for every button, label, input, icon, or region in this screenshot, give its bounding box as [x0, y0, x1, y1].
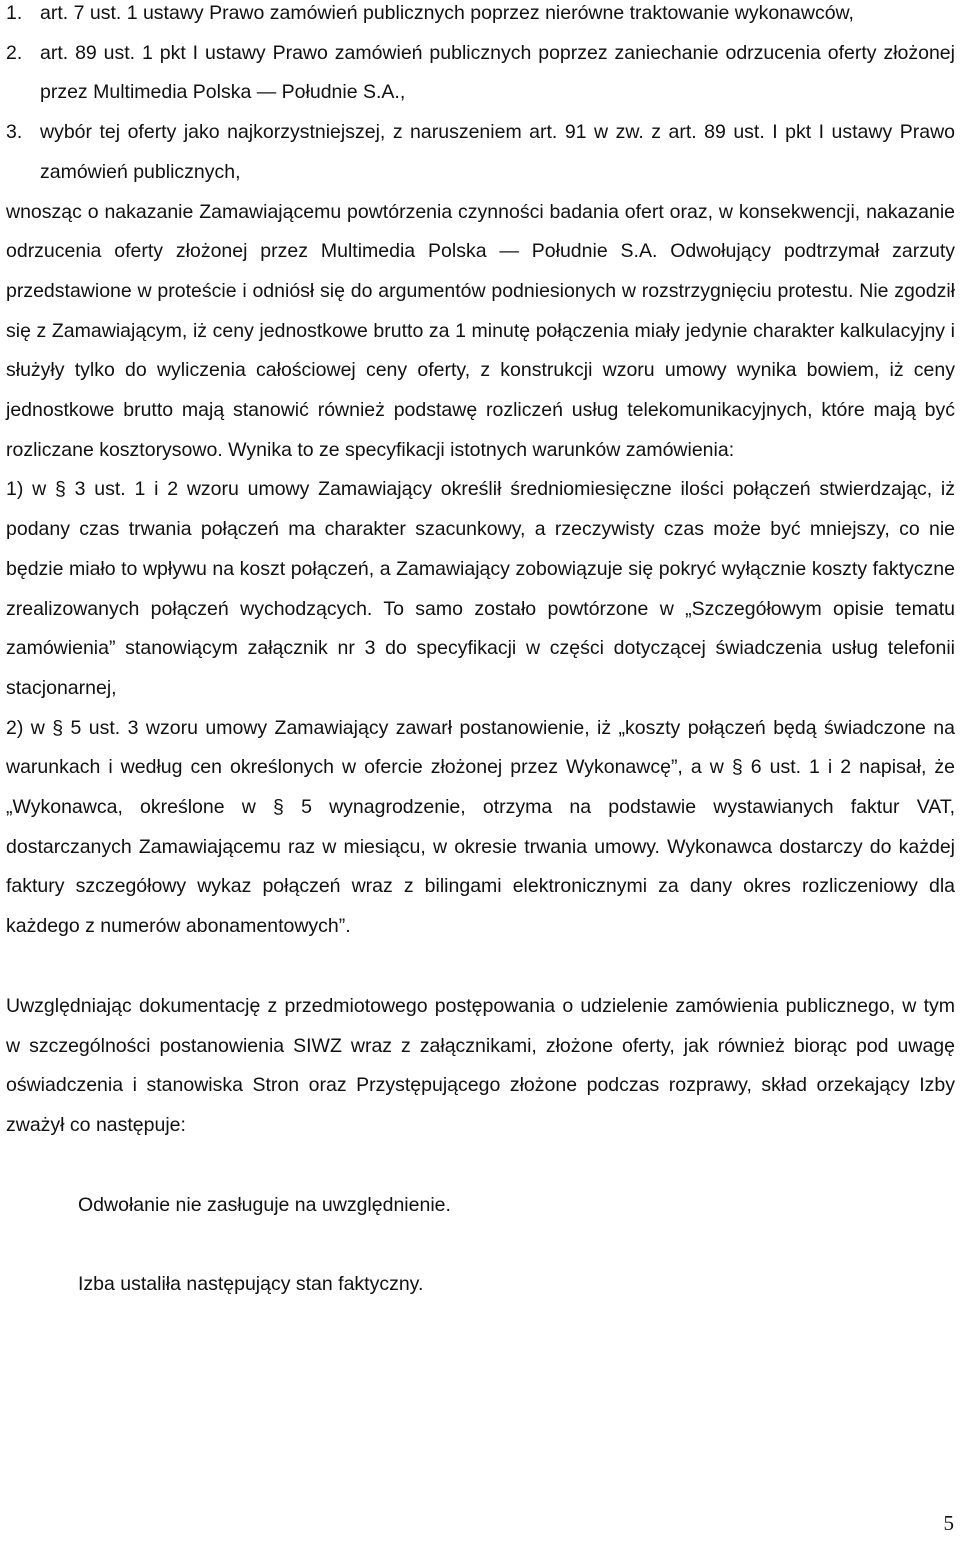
list-number: 1. — [6, 2, 23, 24]
spacer — [6, 1146, 955, 1186]
list-item — [6, 34, 955, 113]
paragraph-facts: Izba ustaliła następujący stan faktyczny. — [78, 1273, 424, 1296]
list-text: art. 7 ust. 1 ustawy Prawo zamówień publicznych poprzez nierówne traktowanie wykonawców, — [40, 2, 854, 24]
paragraph-decision: Odwołanie nie zasługuje na uwzględnienie. — [78, 1193, 451, 1216]
spacer — [6, 947, 955, 987]
paragraph-motion: wnosząc o nakazanie Zamawiającemu powtórzenia czynności badania ofert oraz, w konsekwencji, nakazanie odrzucenia oferty złożonej przez Multimedia Polska — Południe S.A. Odwołujący podtrzymał zarzuty przedstawione w proteście i odniósł się do argumentów podniesionych w rozstrzygnięciu protestu. Nie zgodził się z Zamawiającym, iż ceny jednostkowe brutto za 1 minutę połączenia miały jedynie charakter kalkulacyjny i służyły tylko do wyliczenia całościowej ceny oferty, z konstrukcji wzoru umowy wynika bowiem, iż ceny jednostkowe brutto mają stanowić również podstawę rozliczeń usług telekomunikacyjnych, które mają być rozliczane kosztorysowo. Wynika to ze specyfikacji istotnych warunków zamówienia: — [6, 200, 955, 461]
document-page — [6, 0, 955, 1305]
list-number: 2. — [6, 41, 23, 64]
list-text: art. 89 ust. 1 pkt I ustawy Prawo zamówień publicznych poprzez zaniechanie odrzucenia oferty złożonej przez Multimedia Polska — Południe S.A., — [40, 41, 955, 104]
claims-list — [6, 0, 955, 193]
list-item — [6, 0, 955, 34]
paragraph-point-2: 2) w § 5 ust. 3 wzoru umowy Zamawiający zawarł postanowienie, iż „koszty połączeń będą świadczone na warunkach i według cen określonych w ofercie złożonej przez Wykonawcę”, a w § 6 ust. 1 i 2 napisał, że „Wykonawca, określone w § 5 wynagrodzenie, otrzyma na podstawie wystawianych faktur VAT, dostarczanych Zamawiającemu raz w miesiącu, w okresie trwania umowy. Wykonawca dostarczy do każdej faktury szczegółowy wykaz połączeń wraz z bilingami elektronicznymi za dany okres rozliczeniowy dla każdego z numerów abonamentowych”. — [6, 716, 955, 938]
list-item — [6, 113, 955, 192]
spacer — [6, 1225, 955, 1265]
paragraph-point-1: 1) w § 3 ust. 1 i 2 wzoru umowy Zamawiający określił średniomiesięczne ilości połączeń stwierdzając, iż podany czas trwania połączeń ma charakter szacunkowy, a rzeczywisty czas może być mniejszy, co nie będzie miało to wpływu na koszt połączeń, a Zamawiający zobowiązuje się pokryć wyłącznie koszty faktyczne zrealizowanych połączeń wychodzących. To samo zostało powtórzone w „Szczegółowym opisie tematu zamówienia” stanowiącym załącznik nr 3 do specyfikacji w części dotyczącej świadczenia usług telefonii stacjonarnej, — [6, 478, 955, 699]
list-number: 3. — [6, 121, 23, 144]
page-number: 5 — [943, 1511, 954, 1535]
paragraph-considerations: Uwzględniając dokumentację z przedmiotowego postępowania o udzielenie zamówienia publicznego, w tym w szczególności postanowienia SIWZ wraz z załącznikami, złożone oferty, jak również biorąc pod uwagę oświadczenia i stanowiska Stron oraz Przystępującego złożone podczas rozprawy, skład orzekający Izby zważył co następuje: — [6, 994, 955, 1136]
list-text: wybór tej oferty jako najkorzystniejszej, z naruszeniem art. 91 w zw. z art. 89 ust. I pkt I ustawy Prawo zamówień publicznych, — [40, 121, 955, 183]
